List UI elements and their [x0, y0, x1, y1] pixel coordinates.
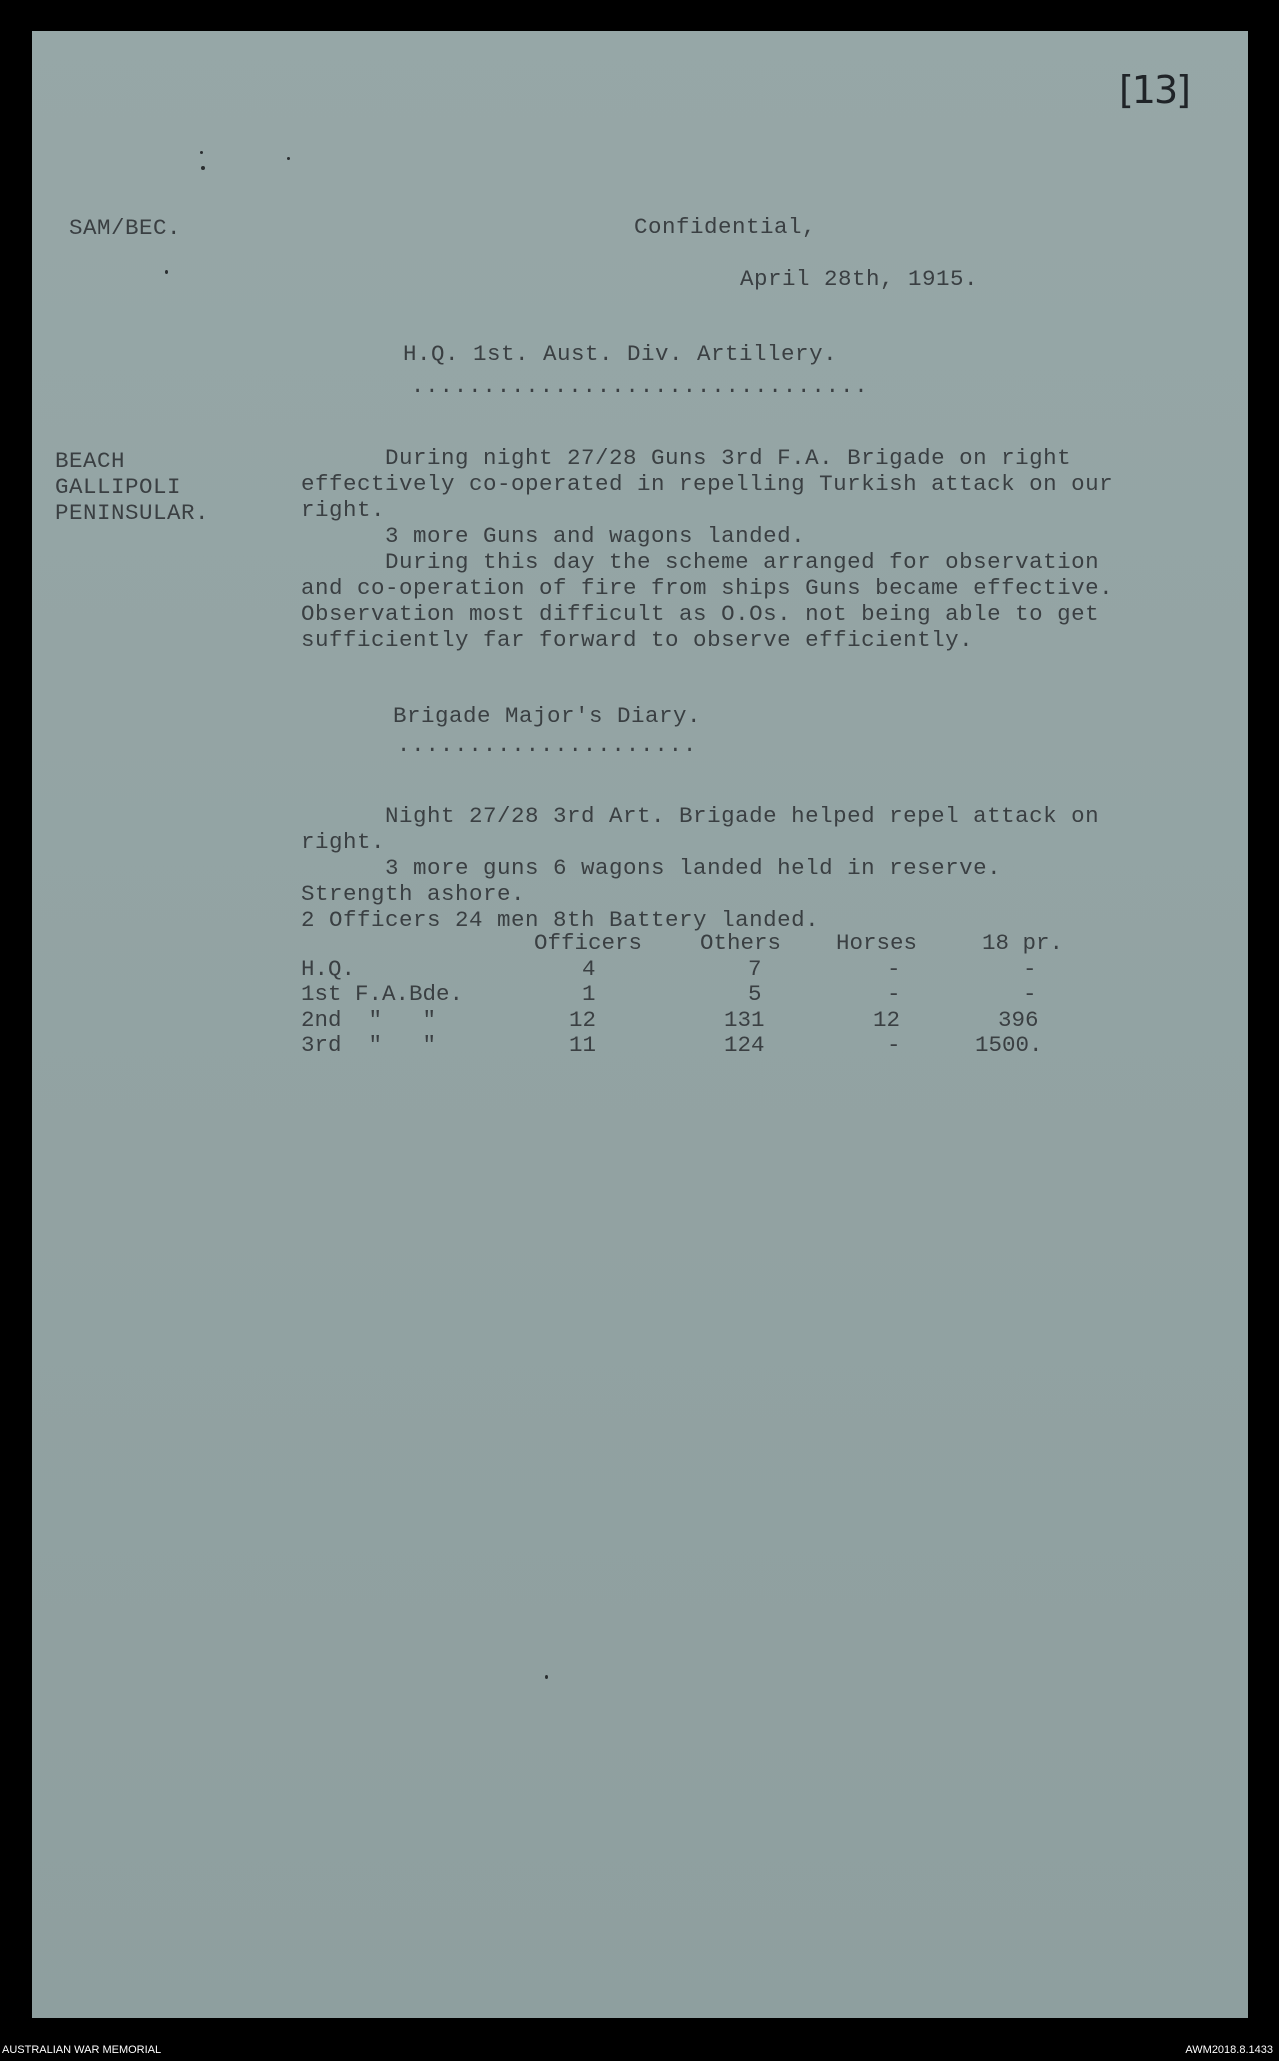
- ink-speck: [287, 157, 290, 160]
- margin-line: PENINSULAR.: [55, 500, 210, 526]
- subheading-underline: .....................: [397, 733, 698, 758]
- text-line: 2 Officers 24 men 8th Battery landed.: [301, 907, 820, 933]
- document-page: [32, 31, 1248, 2018]
- cell-horses: -: [887, 1032, 901, 1058]
- ink-speck: [545, 1675, 548, 1679]
- text-line: 3 more Guns and wagons landed.: [301, 523, 806, 549]
- column-header: Officers: [534, 930, 643, 956]
- cell-horses: 12: [873, 1006, 901, 1033]
- text-line: 3 more guns 6 wagons landed held in reserve.: [301, 855, 1002, 881]
- text-line: right.: [301, 829, 386, 855]
- row-label: 1st F.A.Bde.: [301, 981, 464, 1007]
- text-line: Strength ashore.: [301, 881, 526, 907]
- folio-number: [13]: [1118, 68, 1189, 112]
- text-line: During this day the scheme arranged for observation: [301, 549, 1100, 575]
- row-label: 2nd " ": [301, 1006, 437, 1033]
- cell-others: 5: [748, 981, 762, 1007]
- cell-guns: -: [1023, 955, 1037, 982]
- cell-officers: 1: [582, 981, 596, 1007]
- text-line: and co-operation of fire from ships Guns became effective.: [301, 575, 1114, 601]
- ink-speck: [201, 166, 205, 170]
- row-label: 3rd " ": [301, 1032, 437, 1058]
- subheading: Brigade Major's Diary.: [393, 703, 702, 729]
- reference-code: SAM/BEC.: [69, 215, 182, 241]
- cell-officers: 12: [569, 1006, 597, 1033]
- footer-credit: AUSTRALIAN WAR MEMORIAL: [2, 2044, 162, 2056]
- paragraph-1: [301, 445, 1113, 653]
- cell-others: 124: [724, 1032, 765, 1058]
- text-line: sufficiently far forward to observe efficiently.: [301, 627, 974, 653]
- cell-horses: -: [887, 981, 901, 1007]
- cell-guns: 1500.: [975, 1032, 1043, 1058]
- heading: H.Q. 1st. Aust. Div. Artillery.: [403, 341, 838, 367]
- text-line: During night 27/28 Guns 3rd F.A. Brigade on right: [301, 445, 1072, 471]
- text-line: Observation most difficult as O.Os. not being able to get: [301, 601, 1100, 627]
- cell-others: 131: [724, 1006, 765, 1033]
- classification: Confidential,: [634, 214, 817, 240]
- cell-horses: -: [887, 955, 901, 982]
- column-header: Others: [700, 930, 782, 956]
- cell-officers: 11: [569, 1032, 597, 1058]
- heading-underline: ................................: [411, 374, 869, 399]
- cell-officers: 4: [582, 955, 596, 982]
- cell-guns: -: [1023, 981, 1037, 1007]
- margin-line: BEACH: [55, 448, 126, 474]
- ink-speck: [200, 151, 203, 154]
- document-date: April 28th, 1915.: [740, 266, 979, 292]
- column-header: 18 pr.: [982, 930, 1064, 956]
- column-header: Horses: [836, 930, 918, 956]
- margin-note: [55, 448, 209, 526]
- footer-reference: AWM2018.8.1433: [1185, 2044, 1273, 2056]
- text-line: right.: [301, 497, 386, 523]
- margin-line: GALLIPOLI: [55, 474, 182, 500]
- cell-others: 7: [748, 955, 762, 982]
- row-label: H.Q.: [301, 955, 356, 982]
- ink-speck: [165, 270, 168, 274]
- text-line: effectively co-operated in repelling Turkish attack on our: [301, 471, 1114, 497]
- paragraph-2: [301, 803, 1099, 933]
- text-line: Night 27/28 3rd Art. Brigade helped repel attack on: [301, 803, 1100, 829]
- cell-guns: 396: [998, 1006, 1039, 1033]
